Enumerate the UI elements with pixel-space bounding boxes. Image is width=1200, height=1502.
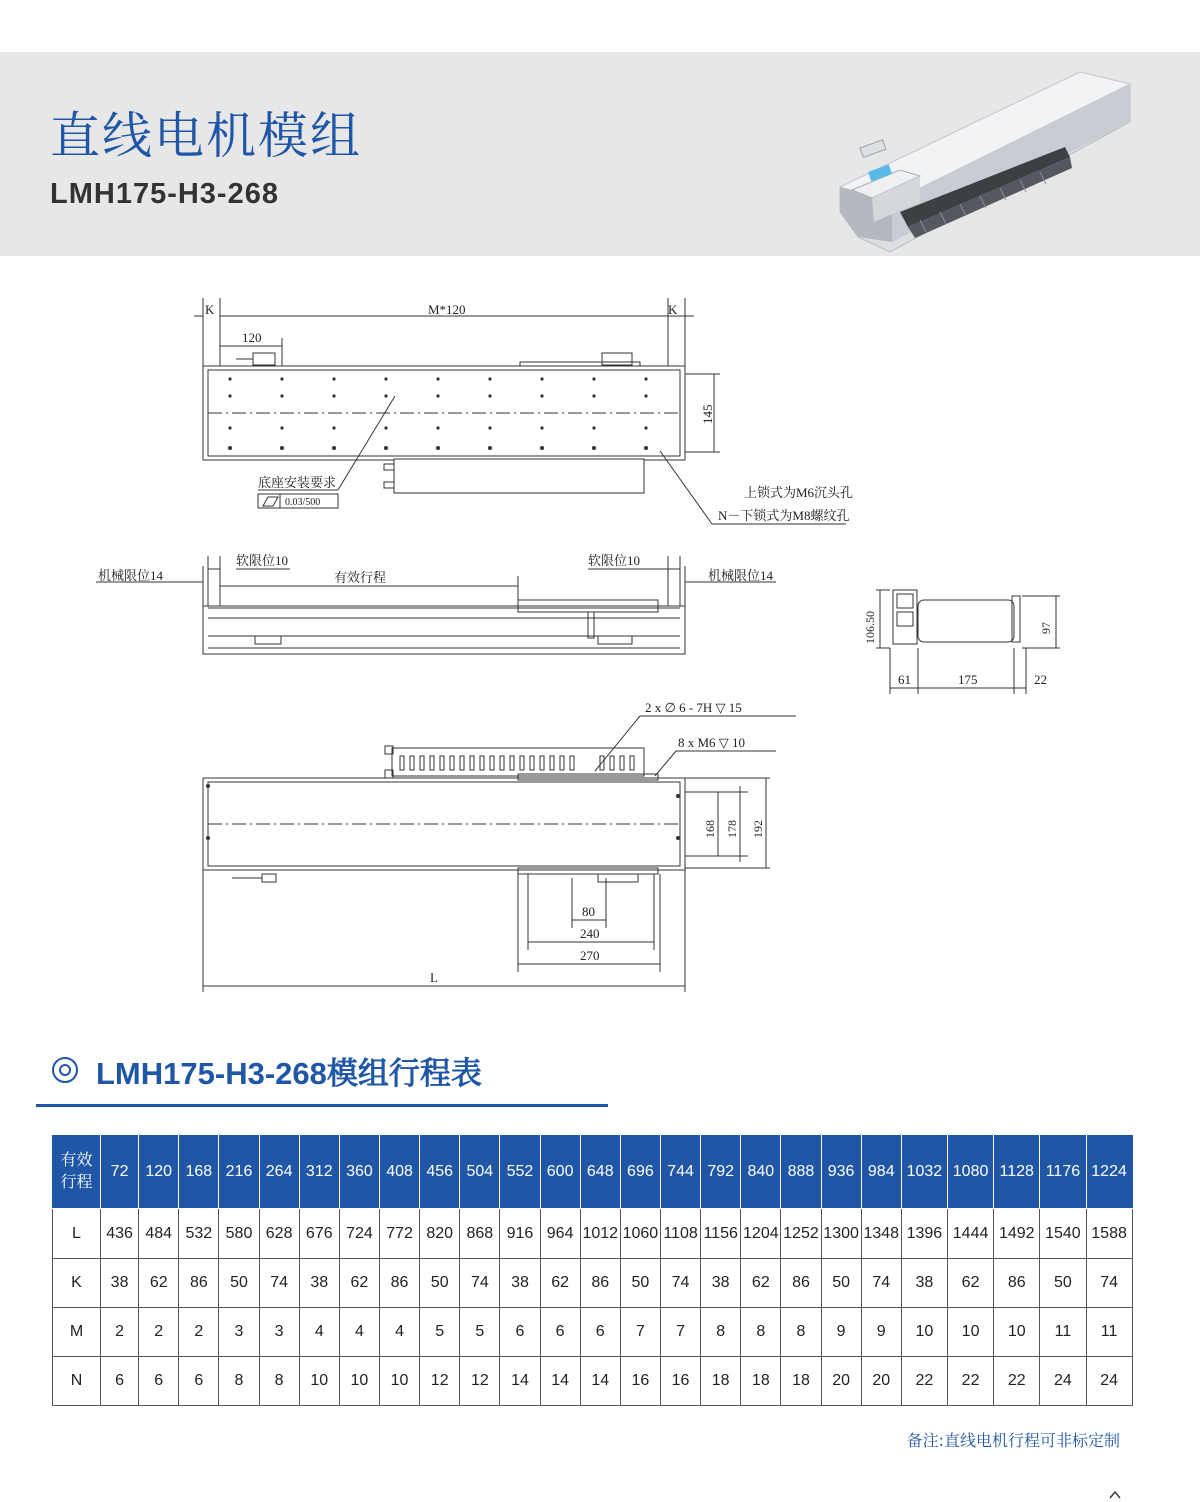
header-stroke-cell: 648 — [580, 1136, 620, 1209]
header-stroke-cell: 504 — [460, 1136, 500, 1209]
header-stroke-cell: 744 — [660, 1136, 700, 1209]
header-stroke-cell: 1176 — [1040, 1136, 1086, 1209]
table-cell: 74 — [660, 1259, 700, 1308]
table-row — [53, 1259, 1133, 1308]
table-cell: 18 — [701, 1357, 741, 1406]
header-stroke-cell: 168 — [179, 1136, 219, 1209]
page-header — [0, 52, 1200, 256]
chevron-up-icon — [1108, 1488, 1122, 1502]
table-cell: 62 — [139, 1259, 179, 1308]
header-stroke-cell: 312 — [299, 1136, 339, 1209]
table-cell: 38 — [299, 1259, 339, 1308]
table-cell: 6 — [580, 1308, 620, 1357]
table-cell: 38 — [901, 1259, 947, 1308]
table-cell: 11 — [1086, 1308, 1132, 1357]
table-cell: 62 — [339, 1259, 379, 1308]
table-cell: 86 — [379, 1259, 419, 1308]
table-cell: 74 — [861, 1259, 901, 1308]
mech-limit-left: 机械限位14 — [98, 568, 164, 583]
hole-note-2: 8 x M6 ▽ 10 — [678, 735, 746, 750]
dim-168: 168 — [703, 820, 717, 838]
bullet-ring-icon — [52, 1057, 78, 1083]
table-cell: 62 — [947, 1259, 993, 1308]
table-cell: 38 — [101, 1259, 139, 1308]
dim-175: 175 — [958, 672, 978, 687]
header-stroke-cell: 1128 — [994, 1136, 1040, 1209]
dim-k-left: K — [205, 302, 215, 317]
table-cell: 4 — [379, 1308, 419, 1357]
table-cell: 10 — [947, 1308, 993, 1357]
header-stroke-cell: 552 — [500, 1136, 540, 1209]
table-cell: 74 — [259, 1259, 299, 1308]
table-cell: 8 — [701, 1308, 741, 1357]
dim-k-right: K — [668, 302, 678, 317]
row-label: M — [53, 1308, 101, 1357]
section-title-text: LMH175-H3-268模组行程表 — [96, 1055, 482, 1091]
table-cell: 1300 — [821, 1209, 861, 1259]
table-cell: 4 — [339, 1308, 379, 1357]
stroke-table — [52, 1135, 1133, 1406]
table-cell: 868 — [460, 1209, 500, 1259]
table-cell: 964 — [540, 1209, 580, 1259]
table-cell: 22 — [994, 1357, 1040, 1406]
note-top-lock: 上锁式为M6沉头孔 — [744, 485, 854, 500]
table-cell: 1012 — [580, 1209, 620, 1259]
header-stroke-cell: 696 — [620, 1136, 660, 1209]
table-cell: 62 — [540, 1259, 580, 1308]
table-cell: 20 — [861, 1357, 901, 1406]
table-cell: 1252 — [781, 1209, 821, 1259]
table-cell: 12 — [460, 1357, 500, 1406]
header-stroke-cell: 264 — [259, 1136, 299, 1209]
header-stroke-cell: 216 — [219, 1136, 259, 1209]
table-cell: 2 — [179, 1308, 219, 1357]
table-cell: 628 — [259, 1209, 299, 1259]
table-cell: 1588 — [1086, 1209, 1132, 1259]
table-cell: 6 — [540, 1308, 580, 1357]
table-cell: 1444 — [947, 1209, 993, 1259]
table-cell: 62 — [741, 1259, 781, 1308]
table-cell: 8 — [259, 1357, 299, 1406]
table-cell: 7 — [660, 1308, 700, 1357]
header-stroke-cell: 360 — [339, 1136, 379, 1209]
table-cell: 484 — [139, 1209, 179, 1259]
section-divider — [36, 1104, 608, 1107]
section-heading — [52, 1048, 482, 1092]
side-view — [96, 556, 776, 654]
dim-22: 22 — [1034, 672, 1047, 687]
table-cell: 772 — [379, 1209, 419, 1259]
table-cell: 724 — [339, 1209, 379, 1259]
model-number: LMH175-H3-268 — [50, 178, 279, 210]
header-stroke-cell: 1032 — [901, 1136, 947, 1209]
hole-note-1: 2 x ∅ 6 - 7H ▽ 15 — [645, 700, 742, 715]
header-effective-stroke: 有效 行程 — [53, 1136, 101, 1209]
table-cell: 1060 — [620, 1209, 660, 1259]
table-cell: 6 — [139, 1357, 179, 1406]
dim-145: 145 — [700, 404, 715, 424]
header-stroke-cell: 72 — [101, 1136, 139, 1209]
table-cell: 10 — [994, 1308, 1040, 1357]
table-cell: 14 — [540, 1357, 580, 1406]
table-cell: 2 — [139, 1308, 179, 1357]
technical-drawing — [0, 256, 1200, 1016]
dim-80: 80 — [582, 904, 595, 919]
product-image — [830, 52, 1150, 256]
table-cell: 50 — [420, 1259, 460, 1308]
table-cell: 580 — [219, 1209, 259, 1259]
base-requirement-label: 底座安装要求 — [258, 475, 337, 490]
table-cell: 10 — [379, 1357, 419, 1406]
table-row — [53, 1357, 1133, 1406]
dim-270: 270 — [580, 948, 600, 963]
dim-m: M*120 — [428, 302, 466, 317]
table-cell: 50 — [1040, 1259, 1086, 1308]
table-cell: 50 — [821, 1259, 861, 1308]
table-cell: 86 — [580, 1259, 620, 1308]
table-cell: 18 — [741, 1357, 781, 1406]
table-cell: 74 — [1086, 1259, 1132, 1308]
table-cell: 916 — [500, 1209, 540, 1259]
table-cell: 6 — [101, 1357, 139, 1406]
page-title: 直线电机模组 — [50, 107, 362, 165]
table-cell: 1204 — [741, 1209, 781, 1259]
table-cell: 6 — [179, 1357, 219, 1406]
dim-192: 192 — [751, 820, 765, 838]
table-cell: 12 — [420, 1357, 460, 1406]
dim-106-50: 106.50 — [863, 611, 877, 644]
table-cell: 24 — [1040, 1357, 1086, 1406]
table-row — [53, 1209, 1133, 1259]
table-cell: 50 — [620, 1259, 660, 1308]
table-cell: 10 — [339, 1357, 379, 1406]
table-cell: 86 — [994, 1259, 1040, 1308]
dim-240: 240 — [580, 926, 600, 941]
table-cell: 86 — [179, 1259, 219, 1308]
header-stroke-cell: 408 — [379, 1136, 419, 1209]
table-cell: 8 — [781, 1308, 821, 1357]
header-stroke-cell: 840 — [741, 1136, 781, 1209]
table-cell: 4 — [299, 1308, 339, 1357]
mech-limit-right: 机械限位14 — [708, 568, 774, 583]
footnote: 备注:直线电机行程可非标定制 — [906, 1431, 1120, 1450]
table-cell: 532 — [179, 1209, 219, 1259]
table-cell: 11 — [1040, 1308, 1086, 1357]
table-row — [53, 1308, 1133, 1357]
table-cell: 1540 — [1040, 1209, 1086, 1259]
soft-limit-left: 软限位10 — [236, 553, 289, 568]
table-cell: 74 — [460, 1259, 500, 1308]
table-cell: 8 — [219, 1357, 259, 1406]
table-cell: 436 — [101, 1209, 139, 1259]
table-cell: 38 — [701, 1259, 741, 1308]
row-label: K — [53, 1259, 101, 1308]
table-cell: 20 — [821, 1357, 861, 1406]
table-cell: 22 — [947, 1357, 993, 1406]
header-stroke-cell: 120 — [139, 1136, 179, 1209]
header-stroke-cell: 600 — [540, 1136, 580, 1209]
table-cell: 1156 — [701, 1209, 741, 1259]
bottom-view — [203, 716, 796, 992]
table-cell: 3 — [219, 1308, 259, 1357]
header-stroke-cell: 936 — [821, 1136, 861, 1209]
table-cell: 3 — [259, 1308, 299, 1357]
table-cell: 1108 — [660, 1209, 700, 1259]
table-cell: 38 — [500, 1259, 540, 1308]
row-label: N — [53, 1357, 101, 1406]
effective-stroke-label: 有效行程 — [334, 570, 387, 585]
soft-limit-right: 软限位10 — [588, 553, 641, 568]
dim-L: L — [430, 970, 438, 985]
dim-97: 97 — [1039, 622, 1053, 634]
dim-61: 61 — [898, 672, 911, 687]
table-cell: 1492 — [994, 1209, 1040, 1259]
table-cell: 5 — [420, 1308, 460, 1357]
dim-120: 120 — [242, 330, 262, 345]
table-header-row — [53, 1136, 1133, 1209]
table-cell: 16 — [620, 1357, 660, 1406]
table-cell: 16 — [660, 1357, 700, 1406]
table-cell: 10 — [901, 1308, 947, 1357]
table-cell: 820 — [420, 1209, 460, 1259]
table-cell: 14 — [580, 1357, 620, 1406]
dim-178: 178 — [725, 820, 739, 838]
header-stroke-cell: 792 — [701, 1136, 741, 1209]
table-cell: 1348 — [861, 1209, 901, 1259]
table-cell: 7 — [620, 1308, 660, 1357]
flatness-value: 0.03/500 — [285, 497, 321, 508]
header-stroke-cell: 1224 — [1086, 1136, 1132, 1209]
header-stroke-cell: 888 — [781, 1136, 821, 1209]
row-label: L — [53, 1209, 101, 1259]
table-cell: 24 — [1086, 1357, 1132, 1406]
table-cell: 2 — [101, 1308, 139, 1357]
table-cell: 50 — [219, 1259, 259, 1308]
header-stroke-cell: 1080 — [947, 1136, 993, 1209]
header-stroke-cell: 984 — [861, 1136, 901, 1209]
table-cell: 22 — [901, 1357, 947, 1406]
header-stroke-cell: 456 — [420, 1136, 460, 1209]
table-cell: 676 — [299, 1209, 339, 1259]
table-cell: 9 — [821, 1308, 861, 1357]
table-cell: 9 — [861, 1308, 901, 1357]
table-cell: 14 — [500, 1357, 540, 1406]
table-cell: 8 — [741, 1308, 781, 1357]
table-cell: 10 — [299, 1357, 339, 1406]
table-cell: 1396 — [901, 1209, 947, 1259]
table-cell: 6 — [500, 1308, 540, 1357]
table-cell: 5 — [460, 1308, 500, 1357]
table-cell: 18 — [781, 1357, 821, 1406]
table-cell: 86 — [781, 1259, 821, 1308]
note-bottom-lock: N－下锁式为M8螺纹孔 — [718, 508, 850, 523]
